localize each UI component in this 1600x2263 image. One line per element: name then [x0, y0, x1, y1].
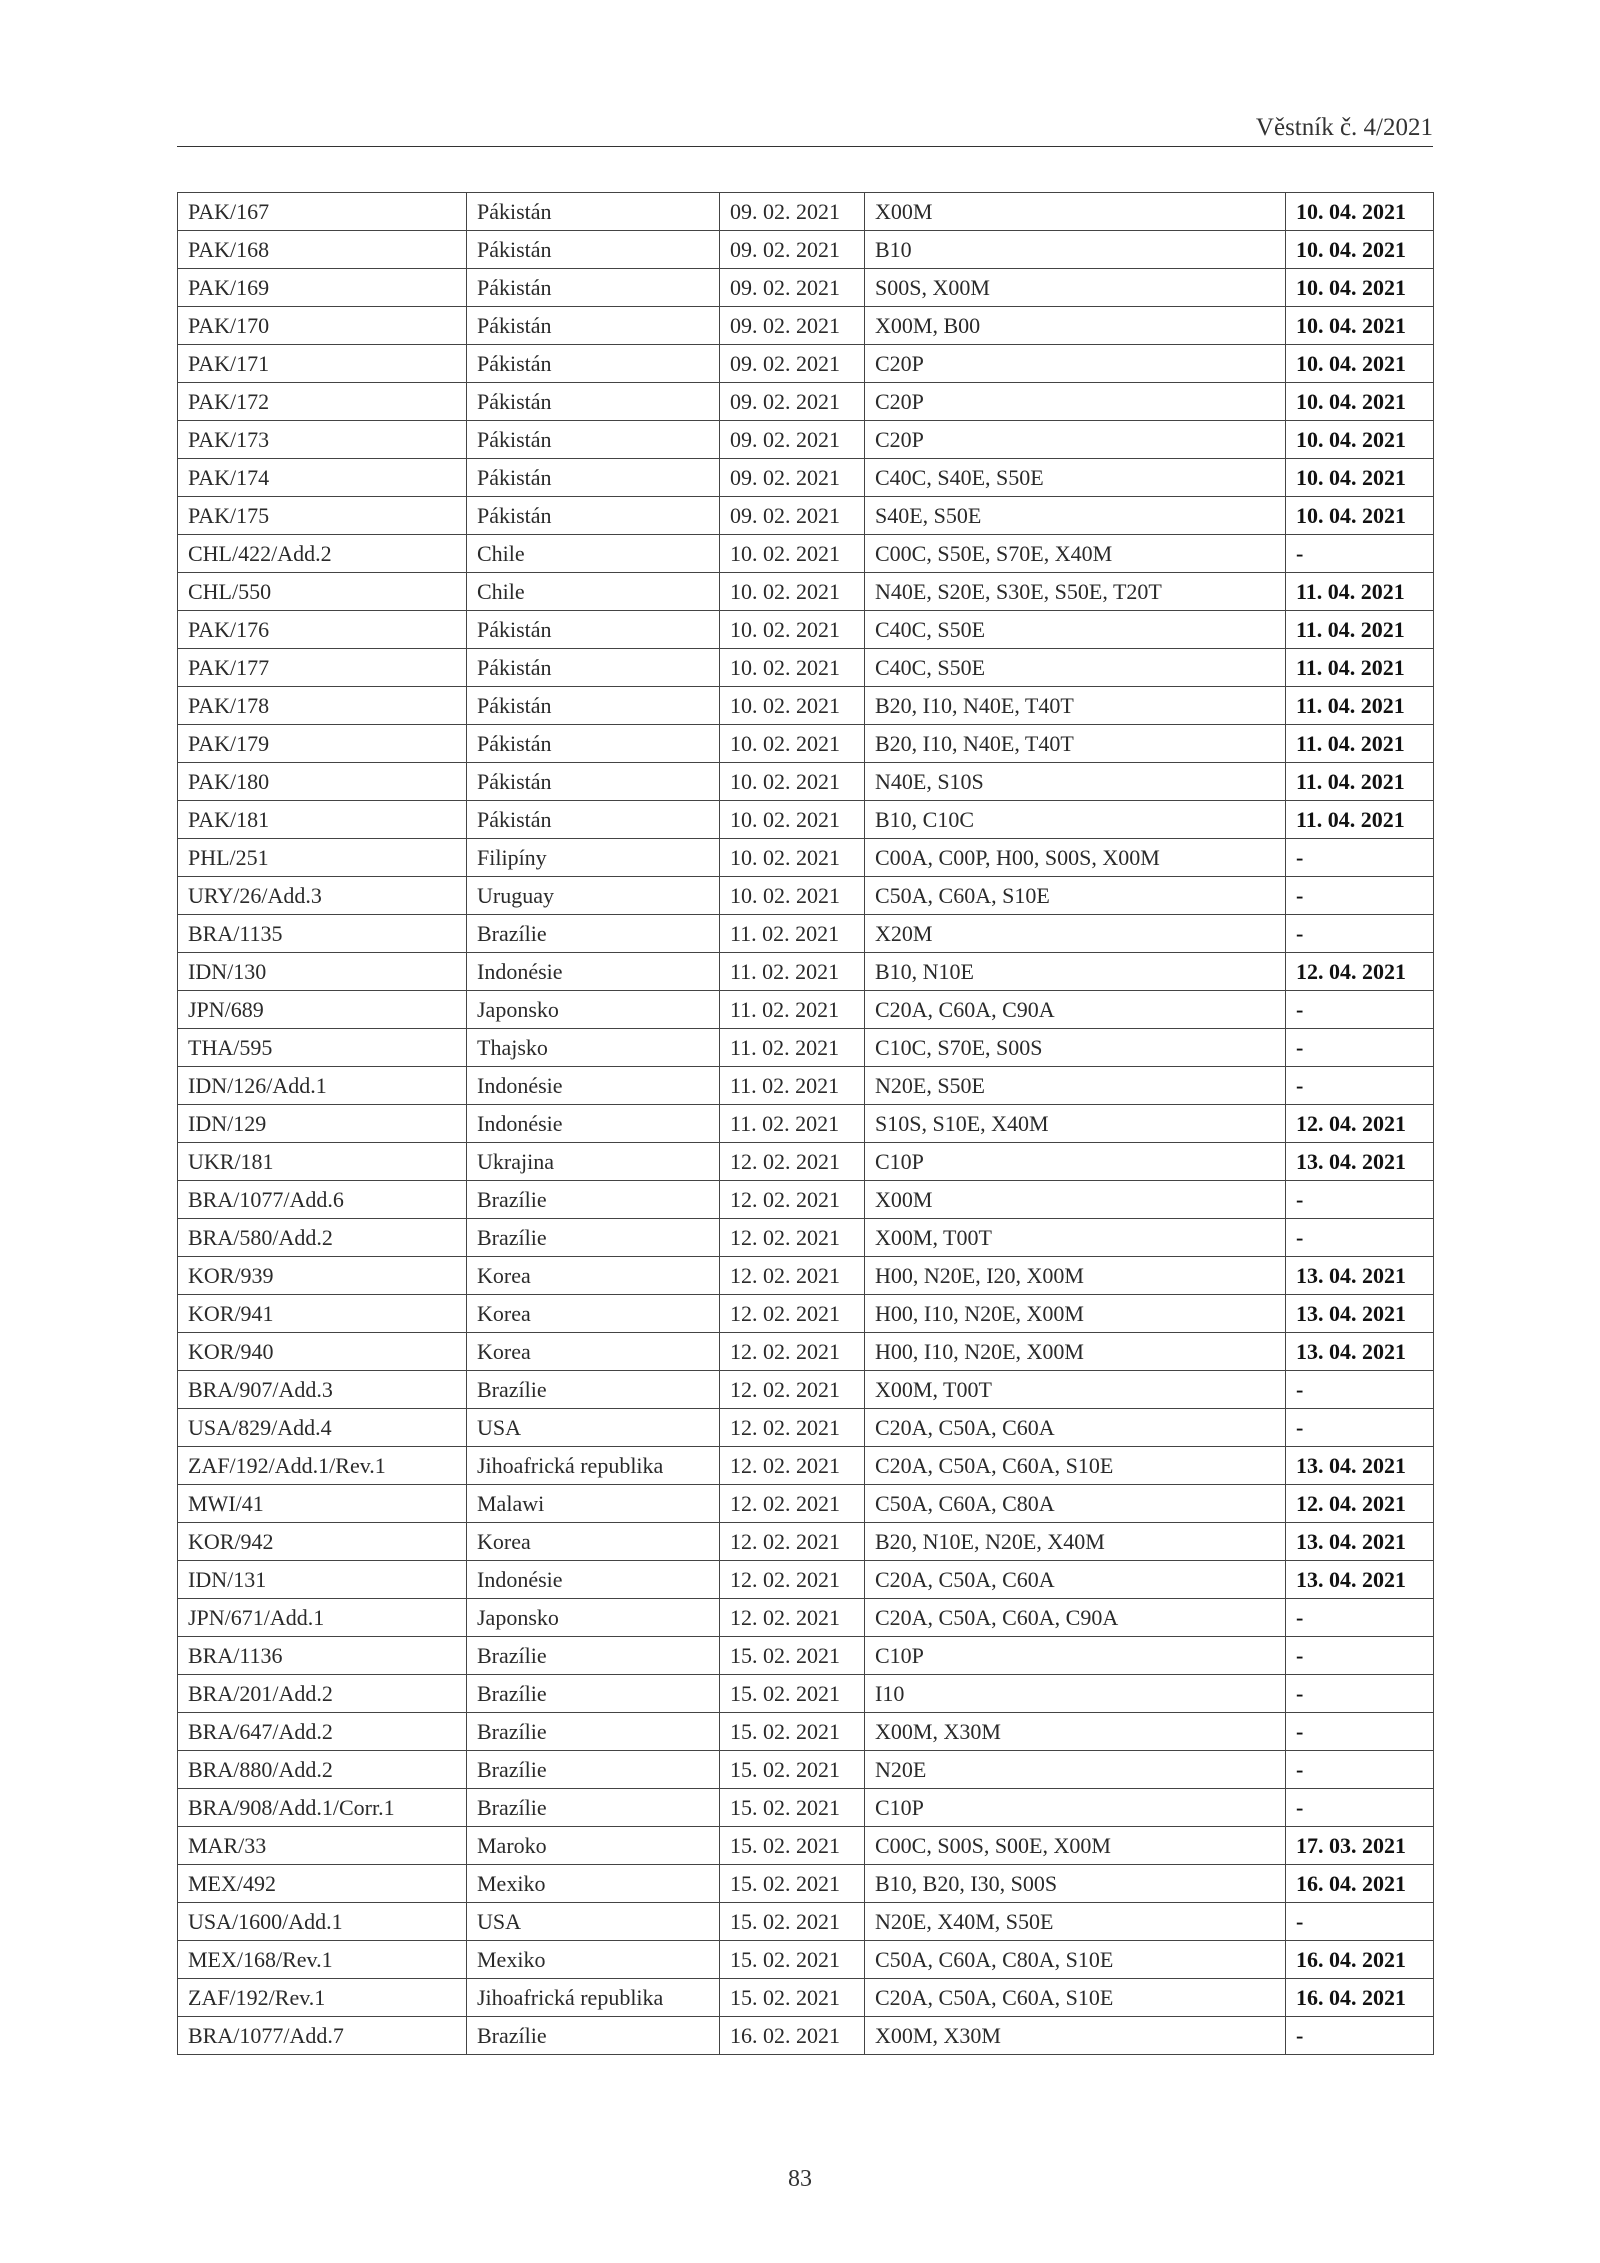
- table-row: [178, 1865, 1434, 1903]
- cell-country: Japonsko: [467, 991, 720, 1029]
- cell-symbol: JPN/689: [178, 991, 467, 1029]
- cell-codes: N20E, S50E: [865, 1067, 1286, 1105]
- cell-codes: C20P: [865, 383, 1286, 421]
- table-row: [178, 2017, 1434, 2055]
- cell-deadline: 10. 04. 2021: [1286, 497, 1434, 535]
- cell-symbol: BRA/1135: [178, 915, 467, 953]
- cell-date: 10. 02. 2021: [720, 877, 865, 915]
- cell-country: Brazílie: [467, 915, 720, 953]
- cell-country: Brazílie: [467, 1219, 720, 1257]
- cell-date: 12. 02. 2021: [720, 1257, 865, 1295]
- cell-country: Brazílie: [467, 1713, 720, 1751]
- cell-symbol: THA/595: [178, 1029, 467, 1067]
- cell-symbol: KOR/941: [178, 1295, 467, 1333]
- cell-country: Pákistán: [467, 611, 720, 649]
- cell-date: 11. 02. 2021: [720, 1105, 865, 1143]
- cell-codes: C20A, C50A, C60A, S10E: [865, 1447, 1286, 1485]
- cell-symbol: IDN/126/Add.1: [178, 1067, 467, 1105]
- cell-deadline: 13. 04. 2021: [1286, 1447, 1434, 1485]
- cell-date: 11. 02. 2021: [720, 953, 865, 991]
- page-number: 83: [788, 2166, 812, 2192]
- cell-deadline: -: [1286, 839, 1434, 877]
- cell-date: 09. 02. 2021: [720, 459, 865, 497]
- cell-deadline: -: [1286, 535, 1434, 573]
- cell-deadline: -: [1286, 1219, 1434, 1257]
- table-body: [178, 193, 1434, 2055]
- cell-codes: C50A, C60A, C80A: [865, 1485, 1286, 1523]
- cell-codes: C40C, S40E, S50E: [865, 459, 1286, 497]
- cell-date: 09. 02. 2021: [720, 269, 865, 307]
- cell-symbol: BRA/201/Add.2: [178, 1675, 467, 1713]
- cell-codes: H00, I10, N20E, X00M: [865, 1295, 1286, 1333]
- cell-date: 10. 02. 2021: [720, 763, 865, 801]
- cell-deadline: 13. 04. 2021: [1286, 1333, 1434, 1371]
- table-row: [178, 953, 1434, 991]
- cell-deadline: 11. 04. 2021: [1286, 611, 1434, 649]
- table-row: [178, 649, 1434, 687]
- cell-date: 16. 02. 2021: [720, 2017, 865, 2055]
- cell-country: Chile: [467, 535, 720, 573]
- cell-country: Pákistán: [467, 763, 720, 801]
- table-row: [178, 1827, 1434, 1865]
- table-row: [178, 1029, 1434, 1067]
- table-row: [178, 307, 1434, 345]
- cell-deadline: 11. 04. 2021: [1286, 801, 1434, 839]
- cell-deadline: -: [1286, 1029, 1434, 1067]
- cell-symbol: MEX/168/Rev.1: [178, 1941, 467, 1979]
- cell-codes: B10, B20, I30, S00S: [865, 1865, 1286, 1903]
- cell-date: 12. 02. 2021: [720, 1523, 865, 1561]
- cell-country: Japonsko: [467, 1599, 720, 1637]
- cell-symbol: PAK/176: [178, 611, 467, 649]
- cell-codes: N20E, X40M, S50E: [865, 1903, 1286, 1941]
- table-row: [178, 1067, 1434, 1105]
- table-row: [178, 497, 1434, 535]
- cell-date: 15. 02. 2021: [720, 1675, 865, 1713]
- cell-codes: C20A, C50A, C60A, S10E: [865, 1979, 1286, 2017]
- cell-symbol: URY/26/Add.3: [178, 877, 467, 915]
- cell-codes: C40C, S50E: [865, 611, 1286, 649]
- cell-deadline: 10. 04. 2021: [1286, 345, 1434, 383]
- cell-symbol: USA/829/Add.4: [178, 1409, 467, 1447]
- cell-symbol: ZAF/192/Rev.1: [178, 1979, 467, 2017]
- cell-deadline: -: [1286, 1409, 1434, 1447]
- table-row: [178, 801, 1434, 839]
- cell-date: 11. 02. 2021: [720, 1067, 865, 1105]
- cell-codes: N40E, S20E, S30E, S50E, T20T: [865, 573, 1286, 611]
- cell-deadline: 10. 04. 2021: [1286, 383, 1434, 421]
- cell-date: 09. 02. 2021: [720, 193, 865, 231]
- cell-country: Korea: [467, 1295, 720, 1333]
- cell-symbol: ZAF/192/Add.1/Rev.1: [178, 1447, 467, 1485]
- table-row: [178, 1979, 1434, 2017]
- table-row: [178, 1789, 1434, 1827]
- cell-deadline: -: [1286, 1713, 1434, 1751]
- cell-date: 12. 02. 2021: [720, 1371, 865, 1409]
- cell-deadline: -: [1286, 1789, 1434, 1827]
- cell-codes: H00, I10, N20E, X00M: [865, 1333, 1286, 1371]
- cell-deadline: 11. 04. 2021: [1286, 725, 1434, 763]
- cell-symbol: PAK/174: [178, 459, 467, 497]
- cell-country: Ukrajina: [467, 1143, 720, 1181]
- table-row: [178, 1257, 1434, 1295]
- cell-country: Pákistán: [467, 345, 720, 383]
- cell-symbol: PAK/179: [178, 725, 467, 763]
- cell-symbol: MAR/33: [178, 1827, 467, 1865]
- cell-date: 15. 02. 2021: [720, 1941, 865, 1979]
- cell-symbol: PAK/181: [178, 801, 467, 839]
- cell-country: Pákistán: [467, 307, 720, 345]
- table-row: [178, 763, 1434, 801]
- table-row: [178, 725, 1434, 763]
- cell-deadline: 10. 04. 2021: [1286, 459, 1434, 497]
- cell-date: 09. 02. 2021: [720, 307, 865, 345]
- cell-deadline: 12. 04. 2021: [1286, 1105, 1434, 1143]
- cell-date: 09. 02. 2021: [720, 231, 865, 269]
- cell-deadline: -: [1286, 1181, 1434, 1219]
- cell-country: Thajsko: [467, 1029, 720, 1067]
- cell-symbol: PAK/180: [178, 763, 467, 801]
- table-row: [178, 687, 1434, 725]
- table-row: [178, 1485, 1434, 1523]
- cell-date: 10. 02. 2021: [720, 725, 865, 763]
- table-row: [178, 839, 1434, 877]
- cell-deadline: -: [1286, 1371, 1434, 1409]
- cell-codes: X00M, X30M: [865, 2017, 1286, 2055]
- cell-symbol: BRA/908/Add.1/Corr.1: [178, 1789, 467, 1827]
- cell-date: 10. 02. 2021: [720, 687, 865, 725]
- cell-symbol: PAK/170: [178, 307, 467, 345]
- cell-date: 15. 02. 2021: [720, 1713, 865, 1751]
- cell-symbol: JPN/671/Add.1: [178, 1599, 467, 1637]
- cell-codes: B20, I10, N40E, T40T: [865, 725, 1286, 763]
- cell-codes: N20E: [865, 1751, 1286, 1789]
- cell-symbol: UKR/181: [178, 1143, 467, 1181]
- cell-country: Pákistán: [467, 801, 720, 839]
- cell-symbol: PAK/177: [178, 649, 467, 687]
- cell-country: Indonésie: [467, 1561, 720, 1599]
- cell-symbol: PAK/168: [178, 231, 467, 269]
- table-row: [178, 193, 1434, 231]
- cell-date: 12. 02. 2021: [720, 1447, 865, 1485]
- cell-symbol: PAK/167: [178, 193, 467, 231]
- cell-country: Pákistán: [467, 383, 720, 421]
- notifications-table: [177, 192, 1434, 2055]
- cell-symbol: BRA/647/Add.2: [178, 1713, 467, 1751]
- cell-date: 09. 02. 2021: [720, 497, 865, 535]
- table-row: [178, 231, 1434, 269]
- cell-country: Uruguay: [467, 877, 720, 915]
- cell-country: Chile: [467, 573, 720, 611]
- cell-symbol: PAK/175: [178, 497, 467, 535]
- cell-country: Filipíny: [467, 839, 720, 877]
- table-row: [178, 1371, 1434, 1409]
- table-row: [178, 1447, 1434, 1485]
- cell-symbol: IDN/130: [178, 953, 467, 991]
- cell-country: Jihoafrická republika: [467, 1447, 720, 1485]
- cell-deadline: 17. 03. 2021: [1286, 1827, 1434, 1865]
- cell-codes: C50A, C60A, C80A, S10E: [865, 1941, 1286, 1979]
- table-row: [178, 1105, 1434, 1143]
- cell-date: 10. 02. 2021: [720, 649, 865, 687]
- cell-date: 12. 02. 2021: [720, 1409, 865, 1447]
- table-row: [178, 1333, 1434, 1371]
- cell-codes: C20A, C60A, C90A: [865, 991, 1286, 1029]
- cell-symbol: PAK/178: [178, 687, 467, 725]
- cell-deadline: 13. 04. 2021: [1286, 1143, 1434, 1181]
- cell-country: Pákistán: [467, 687, 720, 725]
- cell-deadline: 10. 04. 2021: [1286, 193, 1434, 231]
- table-row: [178, 1523, 1434, 1561]
- cell-codes: S10S, S10E, X40M: [865, 1105, 1286, 1143]
- table-row: [178, 611, 1434, 649]
- cell-date: 09. 02. 2021: [720, 383, 865, 421]
- cell-deadline: 10. 04. 2021: [1286, 421, 1434, 459]
- table-row: [178, 535, 1434, 573]
- cell-country: Pákistán: [467, 421, 720, 459]
- cell-date: 12. 02. 2021: [720, 1295, 865, 1333]
- cell-symbol: KOR/940: [178, 1333, 467, 1371]
- table-row: [178, 1561, 1434, 1599]
- cell-date: 12. 02. 2021: [720, 1143, 865, 1181]
- cell-country: Pákistán: [467, 459, 720, 497]
- cell-codes: B10, N10E: [865, 953, 1286, 991]
- cell-symbol: BRA/1136: [178, 1637, 467, 1675]
- table-row: [178, 421, 1434, 459]
- cell-symbol: MEX/492: [178, 1865, 467, 1903]
- table-row: [178, 1941, 1434, 1979]
- cell-symbol: MWI/41: [178, 1485, 467, 1523]
- cell-date: 09. 02. 2021: [720, 421, 865, 459]
- cell-deadline: 13. 04. 2021: [1286, 1523, 1434, 1561]
- cell-date: 10. 02. 2021: [720, 801, 865, 839]
- cell-country: Korea: [467, 1523, 720, 1561]
- cell-codes: I10: [865, 1675, 1286, 1713]
- cell-deadline: 13. 04. 2021: [1286, 1295, 1434, 1333]
- cell-deadline: -: [1286, 877, 1434, 915]
- cell-date: 10. 02. 2021: [720, 535, 865, 573]
- table-row: [178, 459, 1434, 497]
- cell-date: 15. 02. 2021: [720, 1789, 865, 1827]
- cell-codes: C20P: [865, 345, 1286, 383]
- cell-date: 12. 02. 2021: [720, 1333, 865, 1371]
- cell-codes: B20, N10E, N20E, X40M: [865, 1523, 1286, 1561]
- cell-country: USA: [467, 1409, 720, 1447]
- cell-date: 12. 02. 2021: [720, 1219, 865, 1257]
- cell-symbol: BRA/580/Add.2: [178, 1219, 467, 1257]
- cell-date: 09. 02. 2021: [720, 345, 865, 383]
- cell-codes: X00M, X30M: [865, 1713, 1286, 1751]
- table-row: [178, 1295, 1434, 1333]
- cell-country: Maroko: [467, 1827, 720, 1865]
- table-row: [178, 1903, 1434, 1941]
- table-row: [178, 383, 1434, 421]
- cell-date: 10. 02. 2021: [720, 611, 865, 649]
- cell-date: 12. 02. 2021: [720, 1561, 865, 1599]
- cell-deadline: -: [1286, 2017, 1434, 2055]
- cell-symbol: KOR/942: [178, 1523, 467, 1561]
- cell-codes: X00M: [865, 1181, 1286, 1219]
- cell-symbol: IDN/131: [178, 1561, 467, 1599]
- cell-country: Indonésie: [467, 1105, 720, 1143]
- cell-symbol: CHL/422/Add.2: [178, 535, 467, 573]
- cell-date: 15. 02. 2021: [720, 1865, 865, 1903]
- cell-deadline: 13. 04. 2021: [1286, 1257, 1434, 1295]
- cell-codes: C00C, S50E, S70E, X40M: [865, 535, 1286, 573]
- cell-codes: C10P: [865, 1637, 1286, 1675]
- cell-symbol: PAK/173: [178, 421, 467, 459]
- cell-deadline: 16. 04. 2021: [1286, 1979, 1434, 2017]
- cell-codes: C20A, C50A, C60A: [865, 1409, 1286, 1447]
- cell-symbol: BRA/880/Add.2: [178, 1751, 467, 1789]
- cell-symbol: USA/1600/Add.1: [178, 1903, 467, 1941]
- cell-deadline: -: [1286, 1599, 1434, 1637]
- cell-deadline: 10. 04. 2021: [1286, 307, 1434, 345]
- table-row: [178, 1143, 1434, 1181]
- cell-symbol: IDN/129: [178, 1105, 467, 1143]
- cell-symbol: PHL/251: [178, 839, 467, 877]
- journal-title: Věstník č. 4/2021: [1255, 114, 1433, 141]
- cell-codes: C00C, S00S, S00E, X00M: [865, 1827, 1286, 1865]
- cell-country: Mexiko: [467, 1941, 720, 1979]
- table-row: [178, 269, 1434, 307]
- cell-country: Brazílie: [467, 1181, 720, 1219]
- cell-date: 11. 02. 2021: [720, 991, 865, 1029]
- cell-deadline: 11. 04. 2021: [1286, 649, 1434, 687]
- cell-codes: S00S, X00M: [865, 269, 1286, 307]
- table-row: [178, 1219, 1434, 1257]
- cell-symbol: CHL/550: [178, 573, 467, 611]
- cell-deadline: 11. 04. 2021: [1286, 573, 1434, 611]
- cell-country: Indonésie: [467, 1067, 720, 1105]
- cell-date: 12. 02. 2021: [720, 1599, 865, 1637]
- table-row: [178, 1713, 1434, 1751]
- table-row: [178, 573, 1434, 611]
- cell-deadline: 16. 04. 2021: [1286, 1865, 1434, 1903]
- cell-codes: N40E, S10S: [865, 763, 1286, 801]
- cell-country: USA: [467, 1903, 720, 1941]
- cell-codes: C00A, C00P, H00, S00S, X00M: [865, 839, 1286, 877]
- cell-country: Mexiko: [467, 1865, 720, 1903]
- table-row: [178, 1751, 1434, 1789]
- cell-country: Korea: [467, 1257, 720, 1295]
- cell-country: Pákistán: [467, 269, 720, 307]
- cell-country: Pákistán: [467, 231, 720, 269]
- cell-codes: B10, C10C: [865, 801, 1286, 839]
- cell-country: Korea: [467, 1333, 720, 1371]
- cell-codes: C20P: [865, 421, 1286, 459]
- cell-date: 10. 02. 2021: [720, 573, 865, 611]
- cell-codes: X00M, B00: [865, 307, 1286, 345]
- cell-country: Malawi: [467, 1485, 720, 1523]
- table-row: [178, 877, 1434, 915]
- cell-codes: C20A, C50A, C60A, C90A: [865, 1599, 1286, 1637]
- table-row: [178, 345, 1434, 383]
- cell-codes: C10P: [865, 1143, 1286, 1181]
- cell-date: 15. 02. 2021: [720, 1979, 865, 2017]
- cell-codes: B10: [865, 231, 1286, 269]
- cell-date: 15. 02. 2021: [720, 1903, 865, 1941]
- cell-deadline: -: [1286, 1903, 1434, 1941]
- cell-date: 15. 02. 2021: [720, 1751, 865, 1789]
- cell-codes: X00M, T00T: [865, 1371, 1286, 1409]
- cell-deadline: -: [1286, 1751, 1434, 1789]
- cell-country: Indonésie: [467, 953, 720, 991]
- cell-deadline: 10. 04. 2021: [1286, 269, 1434, 307]
- cell-symbol: BRA/1077/Add.6: [178, 1181, 467, 1219]
- cell-codes: H00, N20E, I20, X00M: [865, 1257, 1286, 1295]
- cell-country: Brazílie: [467, 2017, 720, 2055]
- cell-codes: C40C, S50E: [865, 649, 1286, 687]
- cell-date: 15. 02. 2021: [720, 1637, 865, 1675]
- cell-symbol: PAK/171: [178, 345, 467, 383]
- page-header: [177, 113, 1433, 147]
- cell-codes: C50A, C60A, S10E: [865, 877, 1286, 915]
- cell-date: 10. 02. 2021: [720, 839, 865, 877]
- cell-deadline: -: [1286, 1067, 1434, 1105]
- cell-symbol: PAK/172: [178, 383, 467, 421]
- cell-date: 15. 02. 2021: [720, 1827, 865, 1865]
- cell-deadline: -: [1286, 915, 1434, 953]
- cell-symbol: PAK/169: [178, 269, 467, 307]
- cell-deadline: 16. 04. 2021: [1286, 1941, 1434, 1979]
- table-row: [178, 991, 1434, 1029]
- cell-symbol: BRA/1077/Add.7: [178, 2017, 467, 2055]
- cell-country: Pákistán: [467, 649, 720, 687]
- cell-country: Jihoafrická republika: [467, 1979, 720, 2017]
- cell-codes: X20M: [865, 915, 1286, 953]
- cell-country: Pákistán: [467, 193, 720, 231]
- cell-deadline: -: [1286, 1637, 1434, 1675]
- cell-deadline: 11. 04. 2021: [1286, 763, 1434, 801]
- cell-symbol: KOR/939: [178, 1257, 467, 1295]
- cell-country: Brazílie: [467, 1371, 720, 1409]
- table-row: [178, 915, 1434, 953]
- cell-codes: C10C, S70E, S00S: [865, 1029, 1286, 1067]
- cell-country: Brazílie: [467, 1751, 720, 1789]
- cell-date: 12. 02. 2021: [720, 1485, 865, 1523]
- cell-codes: B20, I10, N40E, T40T: [865, 687, 1286, 725]
- cell-country: Pákistán: [467, 725, 720, 763]
- cell-deadline: 10. 04. 2021: [1286, 231, 1434, 269]
- table-row: [178, 1409, 1434, 1447]
- cell-symbol: BRA/907/Add.3: [178, 1371, 467, 1409]
- cell-date: 12. 02. 2021: [720, 1181, 865, 1219]
- cell-codes: C10P: [865, 1789, 1286, 1827]
- cell-deadline: -: [1286, 991, 1434, 1029]
- cell-country: Brazílie: [467, 1789, 720, 1827]
- cell-deadline: 12. 04. 2021: [1286, 1485, 1434, 1523]
- cell-date: 11. 02. 2021: [720, 1029, 865, 1067]
- table-row: [178, 1637, 1434, 1675]
- cell-country: Brazílie: [467, 1637, 720, 1675]
- cell-date: 11. 02. 2021: [720, 915, 865, 953]
- cell-deadline: 12. 04. 2021: [1286, 953, 1434, 991]
- cell-codes: X00M, T00T: [865, 1219, 1286, 1257]
- table-row: [178, 1181, 1434, 1219]
- cell-codes: S40E, S50E: [865, 497, 1286, 535]
- cell-deadline: 11. 04. 2021: [1286, 687, 1434, 725]
- cell-country: Brazílie: [467, 1675, 720, 1713]
- table-row: [178, 1675, 1434, 1713]
- cell-country: Pákistán: [467, 497, 720, 535]
- cell-codes: C20A, C50A, C60A: [865, 1561, 1286, 1599]
- cell-deadline: -: [1286, 1675, 1434, 1713]
- table-row: [178, 1599, 1434, 1637]
- cell-deadline: 13. 04. 2021: [1286, 1561, 1434, 1599]
- cell-codes: X00M: [865, 193, 1286, 231]
